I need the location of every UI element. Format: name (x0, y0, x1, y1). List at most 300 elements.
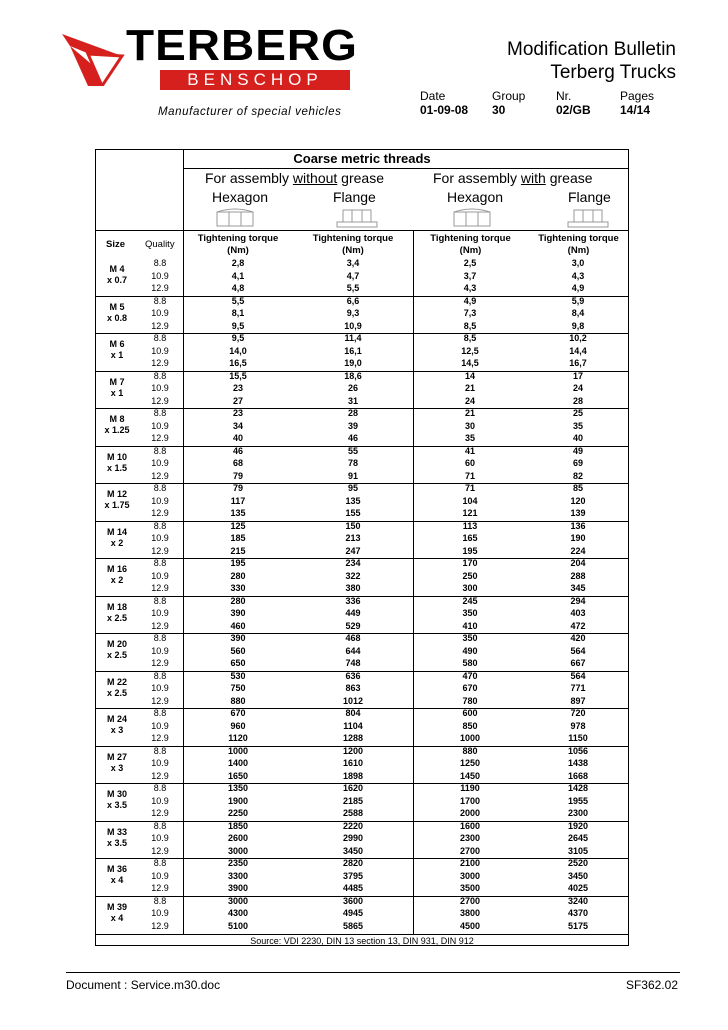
torque-value-cell: 24 (464, 395, 475, 406)
torque-value-cell: 27 (232, 395, 243, 406)
torque-value-cell: 2600 (227, 833, 249, 843)
torque-value-cell: 18,6 (344, 370, 362, 381)
torque-value-cell: 4500 (459, 920, 481, 931)
torque-value-cell: 125 (230, 520, 246, 531)
footer-divider (66, 972, 680, 973)
torque-value-cell: 2700 (459, 845, 481, 856)
torque-value-cell: 345 (570, 583, 586, 593)
quality-cell: 8.8 (153, 483, 167, 493)
torque-value-cell: 330 (230, 583, 246, 593)
quality-cell: 8.8 (153, 820, 167, 831)
quality-cell: 8.8 (153, 858, 167, 868)
quality-cell: 10.9 (151, 458, 169, 468)
torque-value-cell: 670 (462, 683, 478, 693)
quality-cell: 8.8 (153, 895, 167, 906)
torque-value-cell: 60 (464, 458, 475, 468)
thread-pitch: x 2.5 (106, 612, 128, 623)
torque-value-cell: 15,5 (229, 370, 247, 381)
torque-value-cell: 2220 (342, 820, 364, 831)
torque-value-cell: 185 (230, 533, 246, 543)
quality-cell: 12.9 (151, 358, 169, 368)
size-cell (97, 714, 137, 736)
torque-value-cell: 1150 (568, 733, 588, 743)
torque-value-cell: 8,5 (463, 320, 477, 331)
column-divider (413, 230, 414, 934)
torque-value-cell: 136 (570, 520, 586, 531)
torque-header-text: Tightening torque (538, 233, 619, 244)
torque-value-cell: 24 (572, 383, 583, 393)
torque-value-cell: 2300 (567, 808, 589, 818)
quality-cell: 8.8 (153, 370, 167, 381)
nr-value: 02/GB (556, 103, 591, 117)
torque-value-cell: 1428 (567, 783, 589, 793)
quality-cell: 10.9 (151, 383, 169, 393)
quality-cell: 10.9 (151, 495, 169, 506)
torque-value-cell: 135 (230, 508, 246, 518)
torque-value-cell: 14,0 (229, 345, 247, 356)
group-value: 30 (492, 103, 506, 117)
thread-pitch: x 1.75 (104, 500, 130, 510)
thread-size: M 6 (109, 339, 125, 349)
torque-value-cell: 636 (345, 670, 361, 681)
torque-value-cell: 55 (347, 445, 358, 456)
torque-value-cell: 3000 (227, 895, 249, 906)
torque-value-cell: 468 (345, 633, 361, 643)
torque-value-cell: 2,5 (463, 258, 477, 268)
thread-size: M 18 (106, 601, 127, 612)
quality-cell: 10.9 (151, 870, 169, 881)
torque-value-cell: 1104 (343, 720, 363, 731)
bulletin-title (507, 38, 676, 84)
torque-value-cell: 245 (462, 595, 478, 606)
torque-value-cell: 215 (230, 545, 246, 556)
group-with-pre: For assembly (433, 170, 521, 186)
torque-value-cell: 1190 (460, 783, 480, 793)
quality-cell: 8.8 (153, 333, 167, 343)
torque-value-cell: 4370 (567, 908, 589, 918)
size-cell (97, 377, 137, 399)
torque-value-cell: 1610 (342, 758, 364, 768)
thread-size: M 12 (106, 489, 127, 499)
thread-size: M 10 (106, 451, 127, 462)
torque-header-unit: (Nm) (227, 245, 249, 256)
type-flange-2: Flange (568, 189, 611, 205)
torque-value-cell: 10,2 (569, 333, 587, 343)
quality-cell: 12.9 (151, 695, 169, 706)
torque-header-1 (183, 233, 293, 257)
quality-cell: 10.9 (151, 833, 169, 843)
torque-value-cell: 3240 (567, 895, 589, 906)
torque-value-cell: 14,5 (461, 358, 479, 368)
thread-size: M 22 (106, 676, 127, 687)
bulletin-title-line2: Terberg Trucks (550, 62, 676, 83)
torque-value-cell: 117 (230, 495, 246, 506)
brand-tagline: Manufacturer of special vehicles (158, 106, 342, 118)
torque-value-cell: 85 (572, 483, 583, 493)
quality-cell: 8.8 (153, 295, 167, 306)
torque-value-cell: 322 (345, 570, 361, 581)
column-divider (183, 149, 184, 934)
torque-value-cell: 380 (345, 583, 361, 593)
torque-value-cell: 350 (462, 633, 478, 643)
torque-value-cell: 2100 (459, 858, 481, 868)
torque-value-cell: 195 (462, 545, 478, 556)
torque-value-cell: 420 (570, 633, 586, 643)
torque-value-cell: 79 (232, 483, 243, 493)
quality-cell: 12.9 (151, 283, 169, 293)
torque-value-cell: 564 (570, 670, 586, 681)
torque-value-cell: 69 (572, 458, 583, 468)
torque-value-cell: 2000 (459, 808, 481, 818)
torque-value-cell: 40 (232, 433, 243, 443)
torque-value-cell: 4,9 (463, 295, 477, 306)
torque-value-cell: 3,0 (571, 258, 585, 268)
torque-value-cell: 880 (462, 745, 478, 756)
torque-header-unit: (Nm) (567, 245, 590, 256)
torque-value-cell: 1650 (227, 770, 249, 781)
thread-pitch: x 0.7 (106, 275, 128, 285)
torque-value-cell: 31 (347, 395, 358, 406)
torque-value-cell: 3900 (227, 883, 249, 893)
torque-value-cell: 804 (345, 708, 361, 718)
thread-size: M 7 (109, 376, 125, 387)
thread-pitch: x 0.8 (106, 312, 128, 323)
torque-value-cell: 280 (230, 595, 246, 606)
torque-value-cell: 8,5 (463, 333, 477, 343)
torque-value-cell: 14,4 (569, 345, 587, 356)
footer-code: SF362.02 (625, 978, 678, 992)
torque-value-cell: 1700 (459, 795, 481, 806)
size-cell (97, 339, 137, 361)
size-cell (97, 752, 137, 774)
torque-value-cell: 3500 (459, 883, 481, 893)
torque-value-cell: 4485 (342, 883, 364, 893)
brand-subname: BENSCHOP (187, 70, 323, 89)
title-separator (183, 168, 628, 169)
torque-value-cell: 3795 (342, 870, 364, 881)
size-cell (97, 602, 137, 624)
torque-value-cell: 247 (345, 545, 361, 556)
torque-value-cell: 21 (464, 408, 475, 418)
torque-value-cell: 2990 (342, 833, 364, 843)
thread-pitch: x 1 (110, 350, 124, 360)
torque-value-cell: 4,8 (231, 283, 245, 293)
size-header: Size (106, 239, 126, 250)
torque-header-4 (528, 233, 629, 257)
torque-value-cell: 3800 (459, 908, 481, 918)
torque-value-cell: 1000 (459, 733, 481, 743)
quality-cell: 10.9 (151, 420, 169, 431)
size-cell (97, 264, 137, 286)
date-label: Date (420, 89, 446, 103)
torque-value-cell: 720 (570, 708, 586, 718)
quality-cell: 8.8 (153, 633, 167, 643)
torque-value-cell: 5865 (342, 920, 364, 931)
torque-value-cell: 21 (464, 383, 475, 393)
size-cell (97, 564, 137, 586)
torque-value-cell: 529 (345, 620, 361, 631)
quality-cell: 8.8 (153, 670, 167, 681)
thread-pitch: x 2 (110, 575, 124, 585)
torque-value-cell: 82 (572, 470, 583, 481)
torque-value-cell: 5,5 (346, 283, 360, 293)
table-bottom-divider (95, 934, 629, 935)
torque-value-cell: 2250 (227, 808, 249, 818)
torque-value-cell: 23 (232, 408, 243, 418)
group-without-keyword: without (292, 170, 338, 186)
torque-value-cell: 5,5 (231, 295, 245, 306)
quality-cell: 12.9 (151, 320, 169, 331)
torque-value-cell: 390 (230, 633, 246, 643)
torque-value-cell: 6,6 (346, 295, 360, 306)
torque-value-cell: 1898 (342, 770, 364, 781)
torque-value-cell: 2820 (342, 858, 364, 868)
torque-value-cell: 650 (230, 658, 246, 668)
torque-value-cell: 28 (572, 395, 583, 406)
quality-cell: 12.9 (151, 545, 169, 556)
quality-cell: 12.9 (151, 620, 169, 631)
torque-value-cell: 1120 (228, 733, 248, 743)
torque-value-cell: 300 (462, 583, 478, 593)
torque-value-cell: 4,3 (463, 283, 477, 293)
torque-value-cell: 600 (462, 708, 478, 718)
torque-value-cell: 9,5 (231, 320, 245, 331)
torque-value-cell: 121 (462, 508, 478, 518)
quality-cell: 8.8 (153, 745, 167, 756)
torque-value-cell: 234 (345, 558, 361, 568)
group-with-post: grease (545, 170, 593, 186)
torque-value-cell: 3105 (567, 845, 589, 856)
torque-value-cell: 170 (462, 558, 478, 568)
quality-cell: 12.9 (151, 808, 169, 818)
quality-cell: 10.9 (151, 608, 169, 618)
quality-cell: 10.9 (151, 270, 169, 281)
torque-value-cell: 8,4 (571, 308, 585, 318)
thread-pitch: x 4 (110, 875, 124, 885)
torque-value-cell: 224 (570, 545, 586, 556)
terberg-logo-icon (62, 26, 132, 86)
torque-value-cell: 5100 (227, 920, 249, 931)
quality-cell: 10.9 (151, 645, 169, 656)
quality-cell: 10.9 (151, 345, 169, 356)
torque-value-cell: 1438 (567, 758, 589, 768)
torque-value-cell: 1350 (227, 783, 249, 793)
torque-value-cell: 530 (230, 670, 246, 681)
torque-value-cell: 7,3 (463, 308, 477, 318)
footer-document: Document : Service.m30.doc (66, 978, 221, 992)
torque-value-cell: 863 (345, 683, 361, 693)
torque-value-cell: 34 (232, 420, 243, 431)
thread-size: M 36 (106, 864, 127, 874)
torque-value-cell: 190 (570, 533, 586, 543)
thread-size: M 33 (106, 826, 127, 837)
torque-value-cell: 1450 (459, 770, 481, 781)
torque-value-cell: 4945 (342, 908, 364, 918)
torque-value-cell: 403 (570, 608, 586, 618)
quality-header: Quality (145, 239, 175, 250)
torque-value-cell: 288 (570, 570, 586, 581)
torque-value-cell: 4300 (227, 908, 249, 918)
quality-cell: 12.9 (151, 508, 169, 518)
date-value: 01-09-08 (420, 103, 469, 117)
size-cell (97, 452, 137, 474)
thread-pitch: x 1.25 (104, 425, 130, 435)
thread-size: M 16 (106, 564, 127, 574)
quality-cell: 8.8 (153, 708, 167, 718)
torque-value-cell: 16,1 (344, 345, 362, 356)
size-cell (97, 677, 137, 699)
nr-label: Nr. (556, 89, 572, 103)
torque-value-cell: 9,3 (346, 308, 360, 318)
quality-cell: 12.9 (151, 920, 169, 931)
flange-nut-icon (335, 208, 379, 228)
torque-value-cell: 667 (570, 658, 586, 668)
thread-size: M 30 (106, 789, 127, 799)
torque-value-cell: 978 (570, 720, 586, 731)
torque-value-cell: 113 (462, 520, 478, 531)
torque-value-cell: 5175 (567, 920, 589, 931)
size-cell (97, 827, 137, 849)
torque-value-cell: 644 (345, 645, 361, 656)
torque-value-cell: 11,4 (344, 333, 362, 343)
torque-value-cell: 2645 (567, 833, 589, 843)
torque-value-cell: 195 (230, 558, 246, 568)
torque-value-cell: 68 (232, 458, 243, 468)
torque-header-unit: (Nm) (342, 245, 364, 256)
thread-size: M 14 (106, 526, 127, 537)
thread-pitch: x 2 (110, 537, 124, 548)
torque-value-cell: 560 (230, 645, 246, 656)
torque-value-cell: 28 (347, 408, 358, 418)
torque-value-cell: 390 (230, 608, 246, 618)
torque-value-cell: 1920 (567, 820, 589, 831)
quality-cell: 10.9 (151, 908, 169, 918)
torque-value-cell: 204 (570, 558, 586, 568)
torque-value-cell: 26 (347, 383, 358, 393)
thread-size: M 24 (106, 714, 127, 724)
torque-value-cell: 4,7 (346, 270, 360, 281)
torque-value-cell: 1056 (567, 745, 589, 756)
torque-value-cell: 449 (345, 608, 361, 618)
torque-value-cell: 1400 (227, 758, 249, 768)
quality-cell: 8.8 (153, 558, 167, 568)
quality-cell: 8.8 (153, 520, 167, 531)
torque-value-cell: 3,4 (346, 258, 360, 268)
torque-value-cell: 470 (462, 670, 478, 681)
torque-value-cell: 16,5 (229, 358, 247, 368)
size-cell (97, 639, 137, 661)
torque-value-cell: 748 (345, 658, 361, 668)
quality-cell: 8.8 (153, 258, 167, 268)
size-cell (97, 864, 137, 886)
flange-nut-icon (566, 208, 610, 228)
torque-header-2 (293, 233, 413, 257)
hexagon-nut-icon (452, 208, 492, 228)
torque-value-cell: 5,9 (571, 295, 585, 306)
thread-size: M 20 (106, 639, 127, 649)
torque-header-text: Tightening torque (430, 233, 511, 244)
quality-cell: 12.9 (151, 845, 169, 856)
torque-value-cell: 410 (462, 620, 478, 631)
torque-value-cell: 9,5 (231, 333, 245, 343)
size-cell (97, 902, 137, 924)
size-cell (97, 489, 137, 511)
torque-value-cell: 165 (462, 533, 478, 543)
torque-value-cell: 3450 (342, 845, 364, 856)
torque-value-cell: 4025 (567, 883, 589, 893)
hexagon-nut-icon (215, 208, 255, 228)
quality-cell: 12.9 (151, 583, 169, 593)
group-with-keyword: with (520, 170, 546, 186)
torque-value-cell: 460 (230, 620, 246, 631)
torque-value-cell: 280 (230, 570, 246, 581)
quality-cell: 12.9 (151, 733, 169, 743)
torque-value-cell: 1900 (227, 795, 249, 806)
thread-size: M 5 (109, 301, 125, 312)
torque-value-cell: 3300 (227, 870, 249, 881)
torque-value-cell: 1850 (227, 820, 249, 831)
quality-cell: 8.8 (153, 408, 167, 418)
torque-value-cell: 1000 (227, 745, 249, 756)
thread-pitch: x 1.5 (106, 462, 128, 473)
thread-pitch: x 3.5 (106, 800, 128, 810)
torque-value-cell: 14 (464, 370, 475, 381)
torque-value-cell: 897 (570, 695, 586, 706)
quality-cell: 12.9 (151, 883, 169, 893)
torque-value-cell: 880 (230, 695, 246, 706)
torque-value-cell: 1620 (342, 783, 364, 793)
quality-cell: 10.9 (151, 795, 169, 806)
header-divider (95, 230, 629, 231)
quality-cell: 8.8 (153, 783, 167, 793)
torque-value-cell: 850 (462, 720, 478, 731)
torque-value-cell: 95 (347, 483, 358, 493)
torque-value-cell: 1200 (342, 745, 364, 756)
thread-pitch: x 3.5 (106, 837, 128, 848)
torque-value-cell: 39 (347, 420, 358, 431)
torque-value-cell: 49 (572, 445, 583, 456)
torque-value-cell: 71 (464, 470, 475, 481)
pages-value: 14/14 (620, 103, 651, 117)
torque-value-cell: 104 (462, 495, 478, 506)
size-cell (97, 414, 137, 436)
torque-value-cell: 1012 (342, 695, 364, 706)
torque-header-3 (413, 233, 528, 257)
torque-value-cell: 120 (570, 495, 586, 506)
torque-value-cell: 1955 (567, 795, 589, 806)
torque-value-cell: 8,1 (231, 308, 245, 318)
group-with-grease (433, 170, 593, 186)
quality-cell: 12.9 (151, 658, 169, 668)
thread-pitch: x 2.5 (106, 650, 128, 660)
type-hexagon-2: Hexagon (447, 189, 504, 205)
torque-value-cell: 9,8 (571, 320, 585, 331)
torque-value-cell: 4,1 (231, 270, 245, 281)
quality-cell: 12.9 (151, 470, 169, 481)
torque-value-cell: 25 (572, 408, 583, 418)
thread-size: M 39 (106, 901, 127, 912)
torque-value-cell: 3600 (342, 895, 364, 906)
torque-value-cell: 16,7 (569, 358, 587, 368)
brand-name: TERBERG (126, 20, 358, 70)
torque-value-cell: 2588 (342, 808, 364, 818)
torque-value-cell: 250 (462, 570, 478, 581)
torque-value-cell: 780 (462, 695, 478, 706)
torque-value-cell: 213 (345, 533, 361, 543)
torque-value-cell: 79 (232, 470, 243, 481)
thread-pitch: x 2.5 (106, 687, 128, 698)
torque-value-cell: 46 (347, 433, 358, 443)
